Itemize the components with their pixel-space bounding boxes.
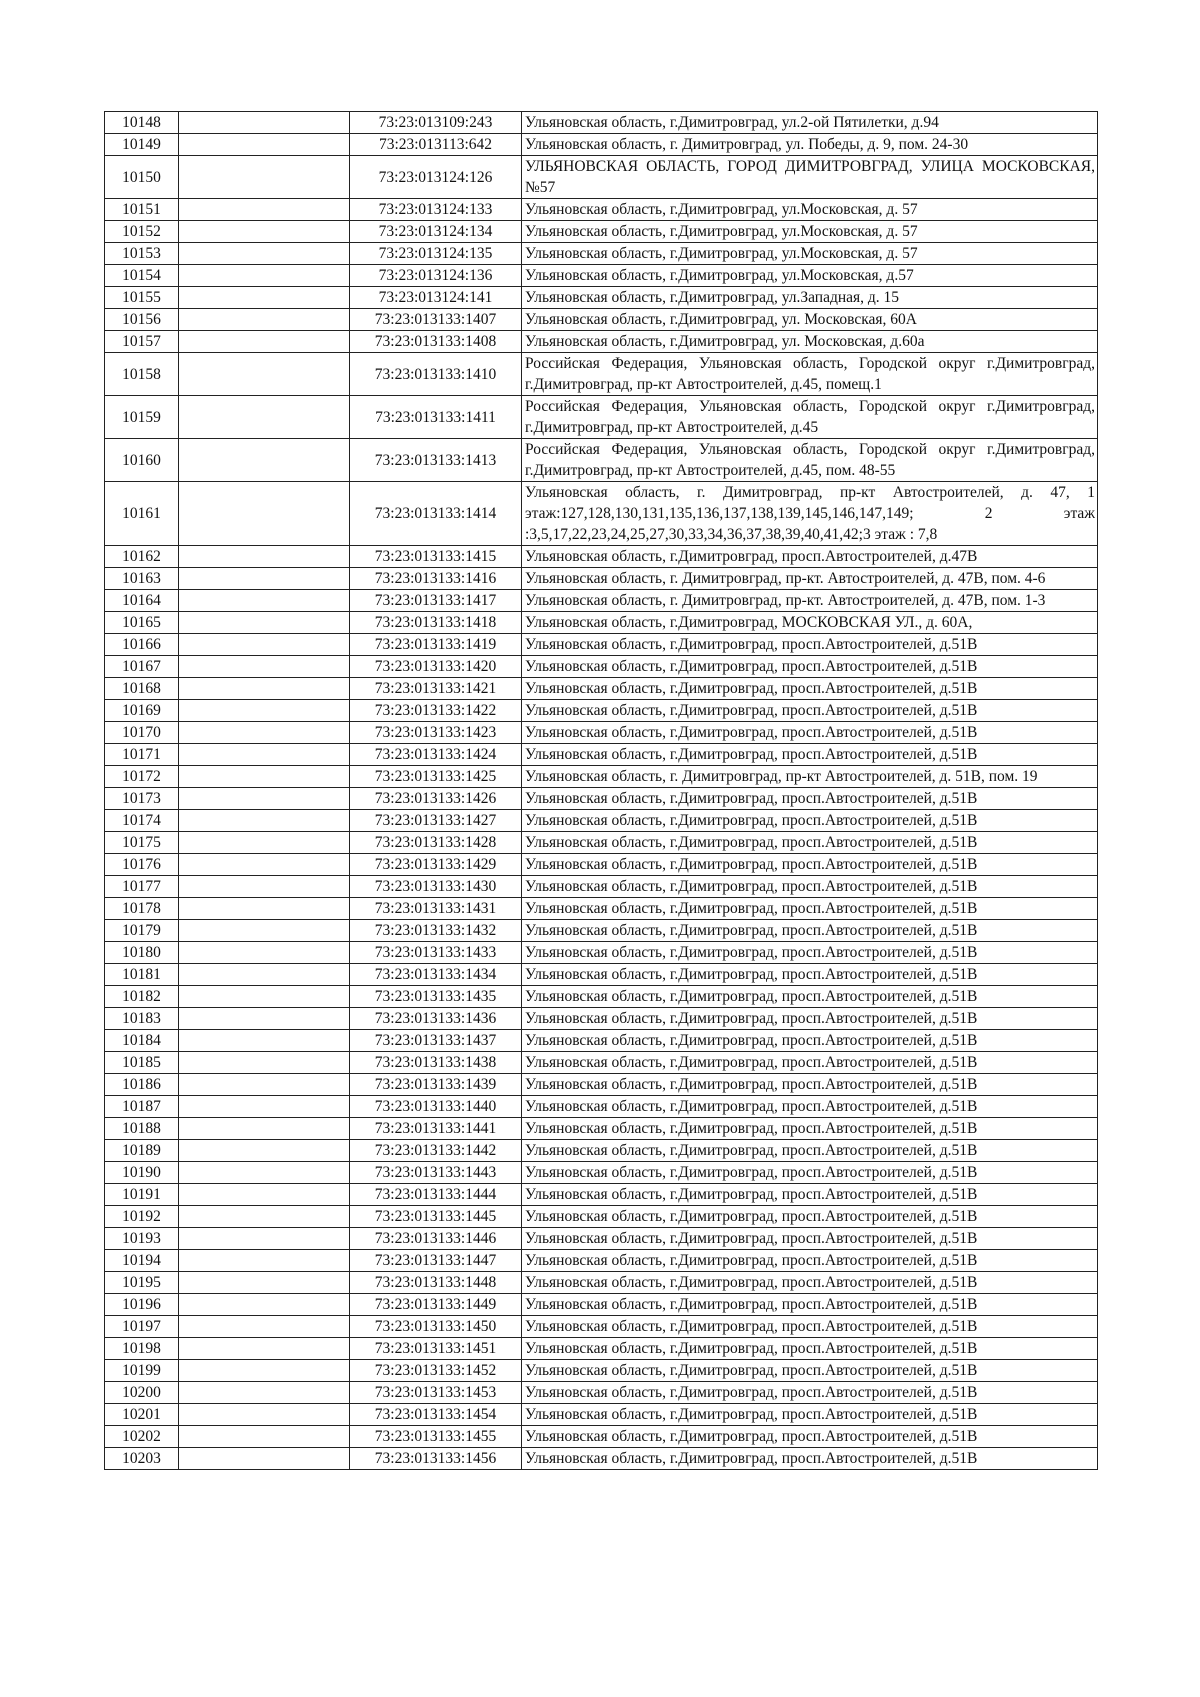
cadastral-number-cell: 73:23:013133:1416 (350, 568, 522, 590)
cadastral-number-cell: 73:23:013133:1436 (350, 1008, 522, 1030)
address-cell: Ульяновская область, г.Димитровград, ул.Московская, д. 57 (522, 199, 1098, 221)
address-cell: Ульяновская область, г.Димитровград, просп.Автостроителей, д.51В (522, 810, 1098, 832)
row-number-cell: 10148 (105, 112, 179, 134)
cadastral-number-cell: 73:23:013133:1435 (350, 986, 522, 1008)
empty-cell (179, 942, 350, 964)
cadastral-number-cell: 73:23:013133:1443 (350, 1162, 522, 1184)
cadastral-number-cell: 73:23:013133:1427 (350, 810, 522, 832)
empty-cell (179, 265, 350, 287)
empty-cell (179, 1184, 350, 1206)
address-cell: Российская Федерация, Ульяновская область, Городской округ г.Димитровград, г.Димитровград, пр-кт Автостроителей, д.45 (522, 396, 1098, 439)
empty-cell (179, 1162, 350, 1184)
empty-cell (179, 1008, 350, 1030)
table-row (105, 199, 1098, 221)
empty-cell (179, 134, 350, 156)
address-cell: Ульяновская область, г.Димитровград, МОСКОВСКАЯ УЛ., д. 60А, (522, 612, 1098, 634)
row-number-cell: 10156 (105, 309, 179, 331)
row-number-cell: 10170 (105, 722, 179, 744)
cadastral-number-cell: 73:23:013133:1452 (350, 1360, 522, 1382)
table-row (105, 1162, 1098, 1184)
cadastral-number-cell: 73:23:013133:1440 (350, 1096, 522, 1118)
table-row (105, 1052, 1098, 1074)
empty-cell (179, 700, 350, 722)
empty-cell (179, 568, 350, 590)
address-cell: Ульяновская область, г.Димитровград, просп.Автостроителей, д.51В (522, 1184, 1098, 1206)
empty-cell (179, 766, 350, 788)
table-row (105, 156, 1098, 199)
address-cell: Ульяновская область, г.Димитровград, просп.Автостроителей, д.51В (522, 1360, 1098, 1382)
table-row (105, 634, 1098, 656)
address-cell: Ульяновская область, г.Димитровград, просп.Автостроителей, д.51В (522, 788, 1098, 810)
empty-cell (179, 1228, 350, 1250)
address-cell: Ульяновская область, г.Димитровград, просп.Автостроителей, д.51В (522, 1294, 1098, 1316)
row-number-cell: 10182 (105, 986, 179, 1008)
cadastral-number-cell: 73:23:013124:136 (350, 265, 522, 287)
empty-cell (179, 1250, 350, 1272)
cadastral-number-cell: 73:23:013133:1408 (350, 331, 522, 353)
empty-cell (179, 898, 350, 920)
table-row (105, 1206, 1098, 1228)
address-cell: Ульяновская область, г.Димитровград, просп.Автостроителей, д.51В (522, 876, 1098, 898)
address-cell: Ульяновская область, г.Димитровград, просп.Автостроителей, д.51В (522, 1140, 1098, 1162)
table-row (105, 265, 1098, 287)
row-number-cell: 10198 (105, 1338, 179, 1360)
table-row (105, 353, 1098, 396)
empty-cell (179, 156, 350, 199)
table-row (105, 309, 1098, 331)
row-number-cell: 10171 (105, 744, 179, 766)
table-row (105, 134, 1098, 156)
empty-cell (179, 309, 350, 331)
address-cell: Ульяновская область, г.Димитровград, просп.Автостроителей, д.51В (522, 1316, 1098, 1338)
address-cell: Ульяновская область, г.Димитровград, просп.Автостроителей, д.51В (522, 854, 1098, 876)
empty-cell (179, 1096, 350, 1118)
address-cell: Ульяновская область, г.Димитровград, просп.Автостроителей, д.51В (522, 1074, 1098, 1096)
cadastral-number-cell: 73:23:013133:1447 (350, 1250, 522, 1272)
address-cell: Ульяновская область, г. Димитровград, пр-кт. Автостроителей, д. 47В, пом. 4-6 (522, 568, 1098, 590)
address-cell: Ульяновская область, г.Димитровград, просп.Автостроителей, д.51В (522, 1404, 1098, 1426)
address-cell: Ульяновская область, г.Димитровград, просп.Автостроителей, д.51В (522, 986, 1098, 1008)
empty-cell (179, 199, 350, 221)
row-number-cell: 10201 (105, 1404, 179, 1426)
row-number-cell: 10173 (105, 788, 179, 810)
table-body (105, 112, 1098, 1470)
address-cell: Ульяновская область, г. Димитровград, ул. Победы, д. 9, пом. 24-30 (522, 134, 1098, 156)
address-cell: Ульяновская область, г.Димитровград, просп.Автостроителей, д.51В (522, 722, 1098, 744)
table-row (105, 1118, 1098, 1140)
address-cell: Ульяновская область, г.Димитровград, ул. Московская, 60А (522, 309, 1098, 331)
row-number-cell: 10157 (105, 331, 179, 353)
address-cell: Ульяновская область, г.Димитровград, просп.Автостроителей, д.51В (522, 1448, 1098, 1470)
property-table (104, 111, 1098, 1470)
cadastral-number-cell: 73:23:013124:135 (350, 243, 522, 265)
cadastral-number-cell: 73:23:013133:1449 (350, 1294, 522, 1316)
row-number-cell: 10192 (105, 1206, 179, 1228)
row-number-cell: 10186 (105, 1074, 179, 1096)
cadastral-number-cell: 73:23:013133:1426 (350, 788, 522, 810)
table-row (105, 396, 1098, 439)
cadastral-number-cell: 73:23:013133:1428 (350, 832, 522, 854)
cadastral-number-cell: 73:23:013133:1441 (350, 1118, 522, 1140)
address-cell: Ульяновская область, г.Димитровград, ул.Западная, д. 15 (522, 287, 1098, 309)
row-number-cell: 10185 (105, 1052, 179, 1074)
table-row (105, 898, 1098, 920)
cadastral-number-cell: 73:23:013124:126 (350, 156, 522, 199)
address-cell: Ульяновская область, г. Димитровград, пр-кт Автостроителей, д. 47, 1 этаж:127,128,130,131,135,136,137,138,139,145,146,147,149; 2 этаж :3,5,17,22,23,24,25,27,30,33,34,36,37,38,39,40,41,42;3 этаж : 7,8 (522, 482, 1098, 546)
cadastral-number-cell: 73:23:013133:1430 (350, 876, 522, 898)
address-cell: Ульяновская область, г.Димитровград, просп.Автостроителей, д.51В (522, 1272, 1098, 1294)
address-cell: Ульяновская область, г.Димитровград, просп.Автостроителей, д.51В (522, 1096, 1098, 1118)
row-number-cell: 10152 (105, 221, 179, 243)
table-row (105, 612, 1098, 634)
table-row (105, 1404, 1098, 1426)
table-row (105, 1426, 1098, 1448)
empty-cell (179, 986, 350, 1008)
empty-cell (179, 331, 350, 353)
empty-cell (179, 482, 350, 546)
table-row (105, 722, 1098, 744)
address-cell: Ульяновская область, г.Димитровград, просп.Автостроителей, д.51В (522, 1162, 1098, 1184)
empty-cell (179, 1074, 350, 1096)
cadastral-number-cell: 73:23:013133:1413 (350, 439, 522, 482)
empty-cell (179, 221, 350, 243)
row-number-cell: 10188 (105, 1118, 179, 1140)
table-row (105, 810, 1098, 832)
address-cell: Ульяновская область, г.Димитровград, просп.Автостроителей, д.51В (522, 920, 1098, 942)
empty-cell (179, 920, 350, 942)
empty-cell (179, 1118, 350, 1140)
row-number-cell: 10168 (105, 678, 179, 700)
cadastral-number-cell: 73:23:013133:1439 (350, 1074, 522, 1096)
table-row (105, 854, 1098, 876)
row-number-cell: 10154 (105, 265, 179, 287)
address-cell: Ульяновская область, г.Димитровград, просп.Автостроителей, д.51В (522, 1228, 1098, 1250)
cadastral-number-cell: 73:23:013133:1433 (350, 942, 522, 964)
cadastral-number-cell: 73:23:013133:1423 (350, 722, 522, 744)
table-row (105, 1074, 1098, 1096)
address-cell: Ульяновская область, г.Димитровград, просп.Автостроителей, д.51В (522, 1338, 1098, 1360)
table-row (105, 1316, 1098, 1338)
empty-cell (179, 1360, 350, 1382)
address-cell: Российская Федерация, Ульяновская область, Городской округ г.Димитровград, г.Димитровград, пр-кт Автостроителей, д.45, помещ.1 (522, 353, 1098, 396)
row-number-cell: 10191 (105, 1184, 179, 1206)
table-row (105, 1228, 1098, 1250)
cadastral-number-cell: 73:23:013133:1444 (350, 1184, 522, 1206)
table-row (105, 1140, 1098, 1162)
row-number-cell: 10162 (105, 546, 179, 568)
row-number-cell: 10197 (105, 1316, 179, 1338)
address-cell: Ульяновская область, г.Димитровград, просп.Автостроителей, д.51В (522, 1426, 1098, 1448)
table-row (105, 331, 1098, 353)
empty-cell (179, 964, 350, 986)
table-row (105, 1250, 1098, 1272)
address-cell: Ульяновская область, г. Димитровград, пр-кт Автостроителей, д. 51В, пом. 19 (522, 766, 1098, 788)
row-number-cell: 10149 (105, 134, 179, 156)
empty-cell (179, 1030, 350, 1052)
empty-cell (179, 1404, 350, 1426)
address-cell: Ульяновская область, г.Димитровград, просп.Автостроителей, д.51В (522, 898, 1098, 920)
address-cell: Ульяновская область, г.Димитровград, просп.Автостроителей, д.51В (522, 700, 1098, 722)
row-number-cell: 10167 (105, 656, 179, 678)
row-number-cell: 10183 (105, 1008, 179, 1030)
row-number-cell: 10203 (105, 1448, 179, 1470)
table-row (105, 942, 1098, 964)
cadastral-number-cell: 73:23:013133:1454 (350, 1404, 522, 1426)
table-row (105, 546, 1098, 568)
empty-cell (179, 287, 350, 309)
row-number-cell: 10195 (105, 1272, 179, 1294)
row-number-cell: 10190 (105, 1162, 179, 1184)
row-number-cell: 10155 (105, 287, 179, 309)
address-cell: Ульяновская область, г.Димитровград, просп.Автостроителей, д.51В (522, 656, 1098, 678)
empty-cell (179, 612, 350, 634)
row-number-cell: 10151 (105, 199, 179, 221)
cadastral-number-cell: 73:23:013133:1455 (350, 1426, 522, 1448)
row-number-cell: 10199 (105, 1360, 179, 1382)
row-number-cell: 10202 (105, 1426, 179, 1448)
address-cell: Ульяновская область, г.Димитровград, просп.Автостроителей, д.51В (522, 1052, 1098, 1074)
empty-cell (179, 788, 350, 810)
empty-cell (179, 112, 350, 134)
cadastral-number-cell: 73:23:013133:1432 (350, 920, 522, 942)
cadastral-number-cell: 73:23:013133:1446 (350, 1228, 522, 1250)
empty-cell (179, 832, 350, 854)
row-number-cell: 10169 (105, 700, 179, 722)
cadastral-number-cell: 73:23:013133:1410 (350, 353, 522, 396)
empty-cell (179, 590, 350, 612)
empty-cell (179, 1140, 350, 1162)
row-number-cell: 10172 (105, 766, 179, 788)
empty-cell (179, 744, 350, 766)
cadastral-number-cell: 73:23:013133:1429 (350, 854, 522, 876)
row-number-cell: 10160 (105, 439, 179, 482)
cadastral-number-cell: 73:23:013133:1407 (350, 309, 522, 331)
cadastral-number-cell: 73:23:013133:1453 (350, 1382, 522, 1404)
address-cell: Ульяновская область, г.Димитровград, ул.Московская, д. 57 (522, 243, 1098, 265)
table-row (105, 1382, 1098, 1404)
row-number-cell: 10200 (105, 1382, 179, 1404)
cadastral-number-cell: 73:23:013109:243 (350, 112, 522, 134)
table-row (105, 1338, 1098, 1360)
cadastral-number-cell: 73:23:013133:1445 (350, 1206, 522, 1228)
empty-cell (179, 1426, 350, 1448)
empty-cell (179, 722, 350, 744)
table-row (105, 700, 1098, 722)
address-cell: Ульяновская область, г.Димитровград, просп.Автостроителей, д.51В (522, 1250, 1098, 1272)
table-row (105, 766, 1098, 788)
empty-cell (179, 1316, 350, 1338)
address-cell: Ульяновская область, г.Димитровград, просп.Автостроителей, д.51В (522, 634, 1098, 656)
cadastral-number-cell: 73:23:013133:1450 (350, 1316, 522, 1338)
table-row (105, 678, 1098, 700)
empty-cell (179, 634, 350, 656)
empty-cell (179, 396, 350, 439)
address-cell: Ульяновская область, г.Димитровград, просп.Автостроителей, д.51В (522, 678, 1098, 700)
empty-cell (179, 678, 350, 700)
row-number-cell: 10193 (105, 1228, 179, 1250)
address-cell: Ульяновская область, г.Димитровград, ул.2-ой Пятилетки, д.94 (522, 112, 1098, 134)
table-row (105, 656, 1098, 678)
table-row (105, 1008, 1098, 1030)
empty-cell (179, 656, 350, 678)
address-cell: Ульяновская область, г.Димитровград, просп.Автостроителей, д.51В (522, 1118, 1098, 1140)
cadastral-number-cell: 73:23:013133:1424 (350, 744, 522, 766)
table-row (105, 112, 1098, 134)
cadastral-number-cell: 73:23:013133:1419 (350, 634, 522, 656)
address-cell: Ульяновская область, г.Димитровград, просп.Автостроителей, д.51В (522, 744, 1098, 766)
row-number-cell: 10159 (105, 396, 179, 439)
row-number-cell: 10196 (105, 1294, 179, 1316)
address-cell: Ульяновская область, г.Димитровград, ул.Московская, д.57 (522, 265, 1098, 287)
empty-cell (179, 854, 350, 876)
row-number-cell: 10161 (105, 482, 179, 546)
row-number-cell: 10150 (105, 156, 179, 199)
address-cell: Ульяновская область, г.Димитровград, просп.Автостроителей, д.51В (522, 1030, 1098, 1052)
row-number-cell: 10180 (105, 942, 179, 964)
table-row (105, 243, 1098, 265)
row-number-cell: 10153 (105, 243, 179, 265)
empty-cell (179, 1272, 350, 1294)
table-row (105, 1096, 1098, 1118)
table-row (105, 221, 1098, 243)
empty-cell (179, 546, 350, 568)
row-number-cell: 10158 (105, 353, 179, 396)
cadastral-number-cell: 73:23:013133:1414 (350, 482, 522, 546)
row-number-cell: 10181 (105, 964, 179, 986)
empty-cell (179, 810, 350, 832)
cadastral-number-cell: 73:23:013113:642 (350, 134, 522, 156)
row-number-cell: 10189 (105, 1140, 179, 1162)
table-row (105, 920, 1098, 942)
cadastral-number-cell: 73:23:013133:1425 (350, 766, 522, 788)
table-row (105, 964, 1098, 986)
row-number-cell: 10175 (105, 832, 179, 854)
address-cell: Ульяновская область, г.Димитровград, просп.Автостроителей, д.51В (522, 1008, 1098, 1030)
table-row (105, 1030, 1098, 1052)
empty-cell (179, 1448, 350, 1470)
cadastral-number-cell: 73:23:013124:141 (350, 287, 522, 309)
table-row (105, 832, 1098, 854)
cadastral-number-cell: 73:23:013133:1421 (350, 678, 522, 700)
table-row (105, 1272, 1098, 1294)
table-row (105, 1360, 1098, 1382)
address-cell: Ульяновская область, г. Димитровград, пр-кт. Автостроителей, д. 47В, пом. 1-3 (522, 590, 1098, 612)
cadastral-number-cell: 73:23:013133:1451 (350, 1338, 522, 1360)
cadastral-number-cell: 73:23:013133:1442 (350, 1140, 522, 1162)
row-number-cell: 10176 (105, 854, 179, 876)
table-row (105, 876, 1098, 898)
row-number-cell: 10165 (105, 612, 179, 634)
cadastral-number-cell: 73:23:013124:134 (350, 221, 522, 243)
empty-cell (179, 1052, 350, 1074)
address-cell: Ульяновская область, г.Димитровград, ул.Московская, д. 57 (522, 221, 1098, 243)
table-row (105, 788, 1098, 810)
row-number-cell: 10184 (105, 1030, 179, 1052)
row-number-cell: 10179 (105, 920, 179, 942)
row-number-cell: 10178 (105, 898, 179, 920)
address-cell: Российская Федерация, Ульяновская область, Городской округ г.Димитровград, г.Димитровград, пр-кт Автостроителей, д.45, пом. 48-55 (522, 439, 1098, 482)
cadastral-number-cell: 73:23:013124:133 (350, 199, 522, 221)
cadastral-number-cell: 73:23:013133:1422 (350, 700, 522, 722)
row-number-cell: 10166 (105, 634, 179, 656)
table-row (105, 482, 1098, 546)
row-number-cell: 10194 (105, 1250, 179, 1272)
address-cell: УЛЬЯНОВСКАЯ ОБЛАСТЬ, ГОРОД ДИМИТРОВГРАД, УЛИЦА МОСКОВСКАЯ, №57 (522, 156, 1098, 199)
empty-cell (179, 353, 350, 396)
cadastral-number-cell: 73:23:013133:1420 (350, 656, 522, 678)
address-cell: Ульяновская область, г.Димитровград, просп.Автостроителей, д.51В (522, 832, 1098, 854)
cadastral-number-cell: 73:23:013133:1437 (350, 1030, 522, 1052)
address-cell: Ульяновская область, г.Димитровград, ул. Московская, д.60а (522, 331, 1098, 353)
table-row (105, 590, 1098, 612)
cadastral-number-cell: 73:23:013133:1411 (350, 396, 522, 439)
empty-cell (179, 1338, 350, 1360)
cadastral-number-cell: 73:23:013133:1434 (350, 964, 522, 986)
cadastral-number-cell: 73:23:013133:1418 (350, 612, 522, 634)
row-number-cell: 10187 (105, 1096, 179, 1118)
table-row (105, 287, 1098, 309)
row-number-cell: 10177 (105, 876, 179, 898)
empty-cell (179, 1382, 350, 1404)
row-number-cell: 10174 (105, 810, 179, 832)
cadastral-number-cell: 73:23:013133:1417 (350, 590, 522, 612)
address-cell: Ульяновская область, г.Димитровград, просп.Автостроителей, д.51В (522, 1382, 1098, 1404)
empty-cell (179, 1294, 350, 1316)
table-row (105, 1294, 1098, 1316)
empty-cell (179, 876, 350, 898)
cadastral-number-cell: 73:23:013133:1431 (350, 898, 522, 920)
cadastral-number-cell: 73:23:013133:1415 (350, 546, 522, 568)
table-row (105, 1184, 1098, 1206)
cadastral-number-cell: 73:23:013133:1438 (350, 1052, 522, 1074)
address-cell: Ульяновская область, г.Димитровград, просп.Автостроителей, д.47В (522, 546, 1098, 568)
empty-cell (179, 243, 350, 265)
address-cell: Ульяновская область, г.Димитровград, просп.Автостроителей, д.51В (522, 964, 1098, 986)
table-row (105, 986, 1098, 1008)
table-row (105, 439, 1098, 482)
cadastral-number-cell: 73:23:013133:1456 (350, 1448, 522, 1470)
address-cell: Ульяновская область, г.Димитровград, просп.Автостроителей, д.51В (522, 1206, 1098, 1228)
address-cell: Ульяновская область, г.Димитровград, просп.Автостроителей, д.51В (522, 942, 1098, 964)
empty-cell (179, 1206, 350, 1228)
table-row (105, 744, 1098, 766)
table-row (105, 1448, 1098, 1470)
row-number-cell: 10164 (105, 590, 179, 612)
table-row (105, 568, 1098, 590)
row-number-cell: 10163 (105, 568, 179, 590)
empty-cell (179, 439, 350, 482)
cadastral-number-cell: 73:23:013133:1448 (350, 1272, 522, 1294)
